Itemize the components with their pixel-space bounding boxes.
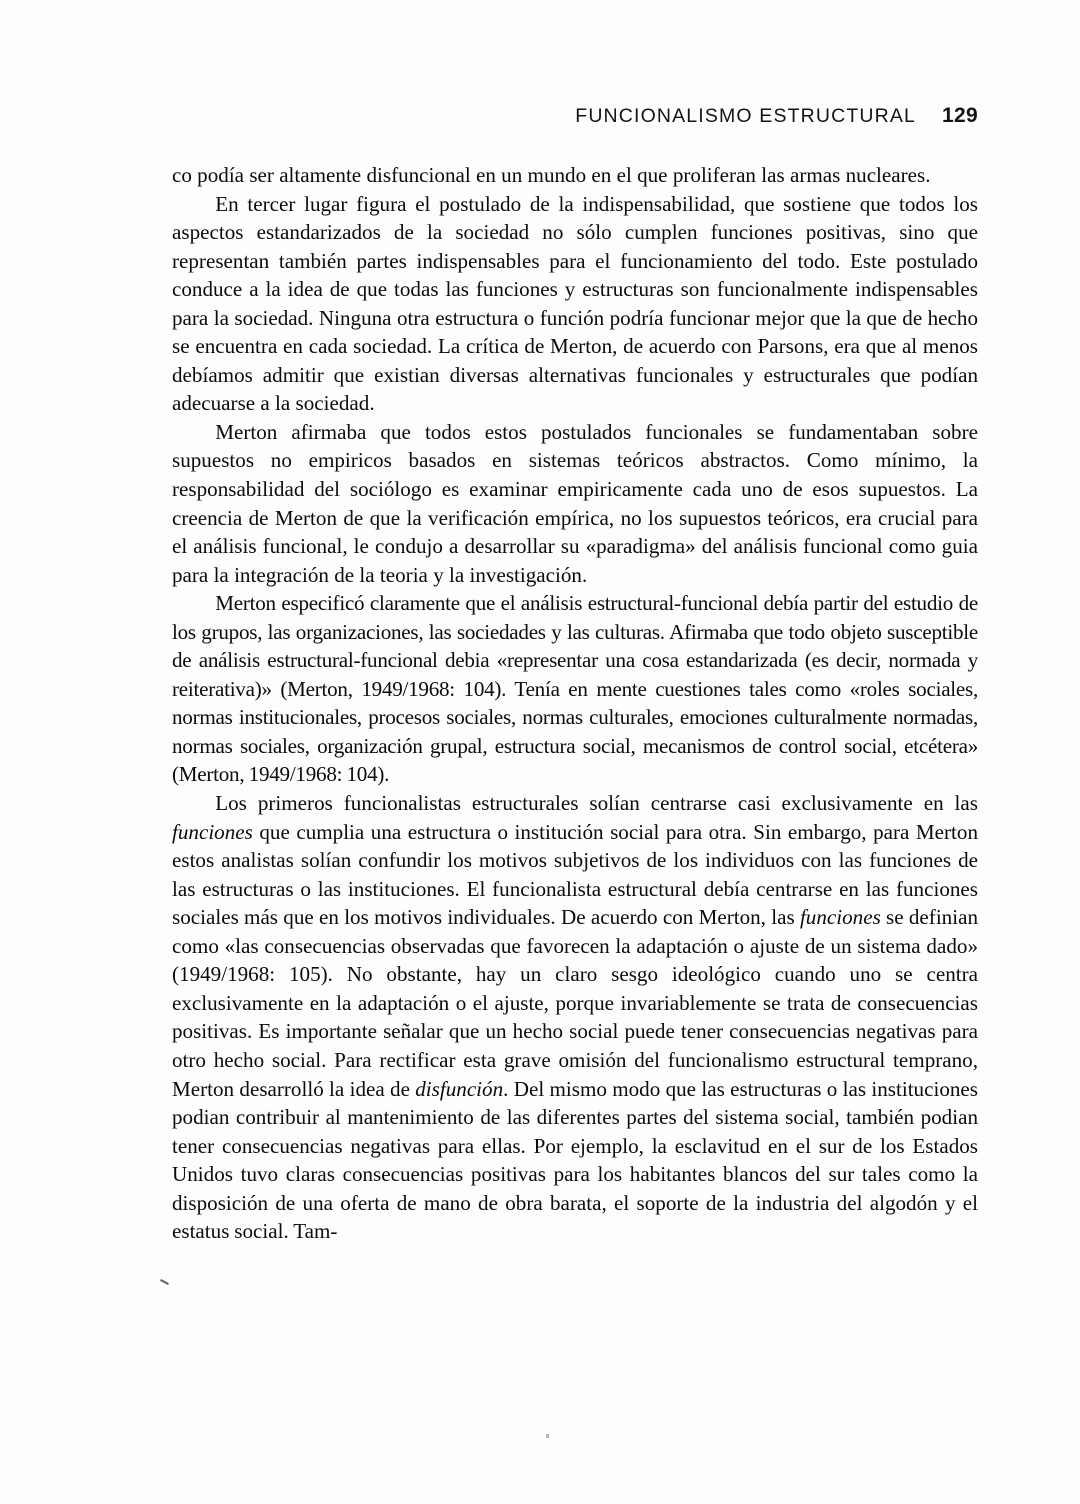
paragraph-1: co podía ser altamente disfuncional en un mundo en el que proliferan las armas nucleares. <box>172 163 931 187</box>
paragraph-5: Los primeros funcionalistas estructurales solían centrarse casi exclusivamente en las funciones que cumplia una estructura o institución social para otra. Sin embargo, para Merton estos analistas solían confundir los motivos subjetivos de los individuos con las funciones de las estructuras o las instituciones. El funcionalista estructural debía centrarse en las funciones sociales más que en los motivos individuales. De acuerdo con Merton, las funciones se definian como «las consecuencias observadas que favorecen la adaptación o ajuste de un sistema dado» (1949/1968: 105). No obstante, hay un claro sesgo ideológico cuando uno se centra exclusivamente en la adaptación o el ajuste, porque invariablemente se trata de consecuencias positivas. Es importante señalar que un hecho social puede tener consecuencias negativas para otro hecho social. Para rectificar esta grave omisión del funcionalismo estructural temprano, Merton desarrolló la idea de disfunción. Del mismo modo que las estructuras o las instituciones podian contribuir al mantenimiento de las diferentes partes del sistema social, también podian tener consecuencias negativas para ellas. Por ejemplo, la esclavitud en el sur de los Estados Unidos tuvo claras consecuencias positivas para los habitantes blancos del sur tales como la disposición de una oferta de mano de obra barata, el soporte de la industria del algodón y el estatus social. Tam- <box>172 791 979 1244</box>
scan-artifact-speck <box>546 1434 549 1438</box>
running-head <box>0 104 978 128</box>
body-text-block <box>172 161 978 1246</box>
scan-artifact-mark <box>160 1279 169 1285</box>
emphasised-term: disfunción <box>415 1076 504 1101</box>
paragraph-2: En tercer lugar figura el postulado de la indispensabilidad, que sostiene que todos los aspectos estandarizados de la sociedad no sólo cumplen funciones positivas, sino que representan también partes indispensables para el funcionamiento del todo. Este postulado conduce a la idea de que todas las funciones y estructuras son funcionalmente indispensables para la sociedad. Ninguna otra estructura o función podría funcionar mejor que la que de hecho se encuentra en cada sociedad. La crítica de Merton, de acuerdo con Parsons, era que al menos debíamos admitir que existian diversas alternativas funcionales y estructurales que podían adecuarse a la sociedad. <box>172 191 978 416</box>
running-head-title: FUNCIONALISMO ESTRUCTURAL <box>575 105 917 127</box>
emphasised-term: funciones <box>799 905 881 930</box>
page-number: 129 <box>942 104 978 127</box>
emphasised-term: funciones <box>172 819 253 844</box>
paragraph-3: Merton afirmaba que todos estos postulados funcionales se fundamentaban sobre supuestos no empiricos basados en sistemas teóricos abstractos. Como mínimo, la responsabilidad del sociólogo es examinar empiricamente cada uno de esos supuestos. La creencia de Merton de que la verificación empírica, no los supuestos teóricos, era crucial para el análisis funcional, le condujo a desarrollar su «paradigma» del análisis funcional como guia para la integración de la teoria y la investigación. <box>172 419 978 587</box>
paragraph-4: Merton especificó claramente que el análisis estructural-funcional debía partir del estudio de los grupos, las organizaciones, las sociedades y las culturas. Afirmaba que todo objeto susceptible de análisis estructural-funcional debia «representar una cosa estandarizada (es decir, normada y reiterativa)» (Merton, 1949/1968: 104). Tenía en mente cuestiones tales como «roles sociales, normas institucionales, procesos sociales, normas culturales, emociones culturalmente normadas, normas sociales, organización grupal, estructura social, mecanismos de control social, etcétera» (Merton, 1949/1968: 104). <box>172 591 978 787</box>
